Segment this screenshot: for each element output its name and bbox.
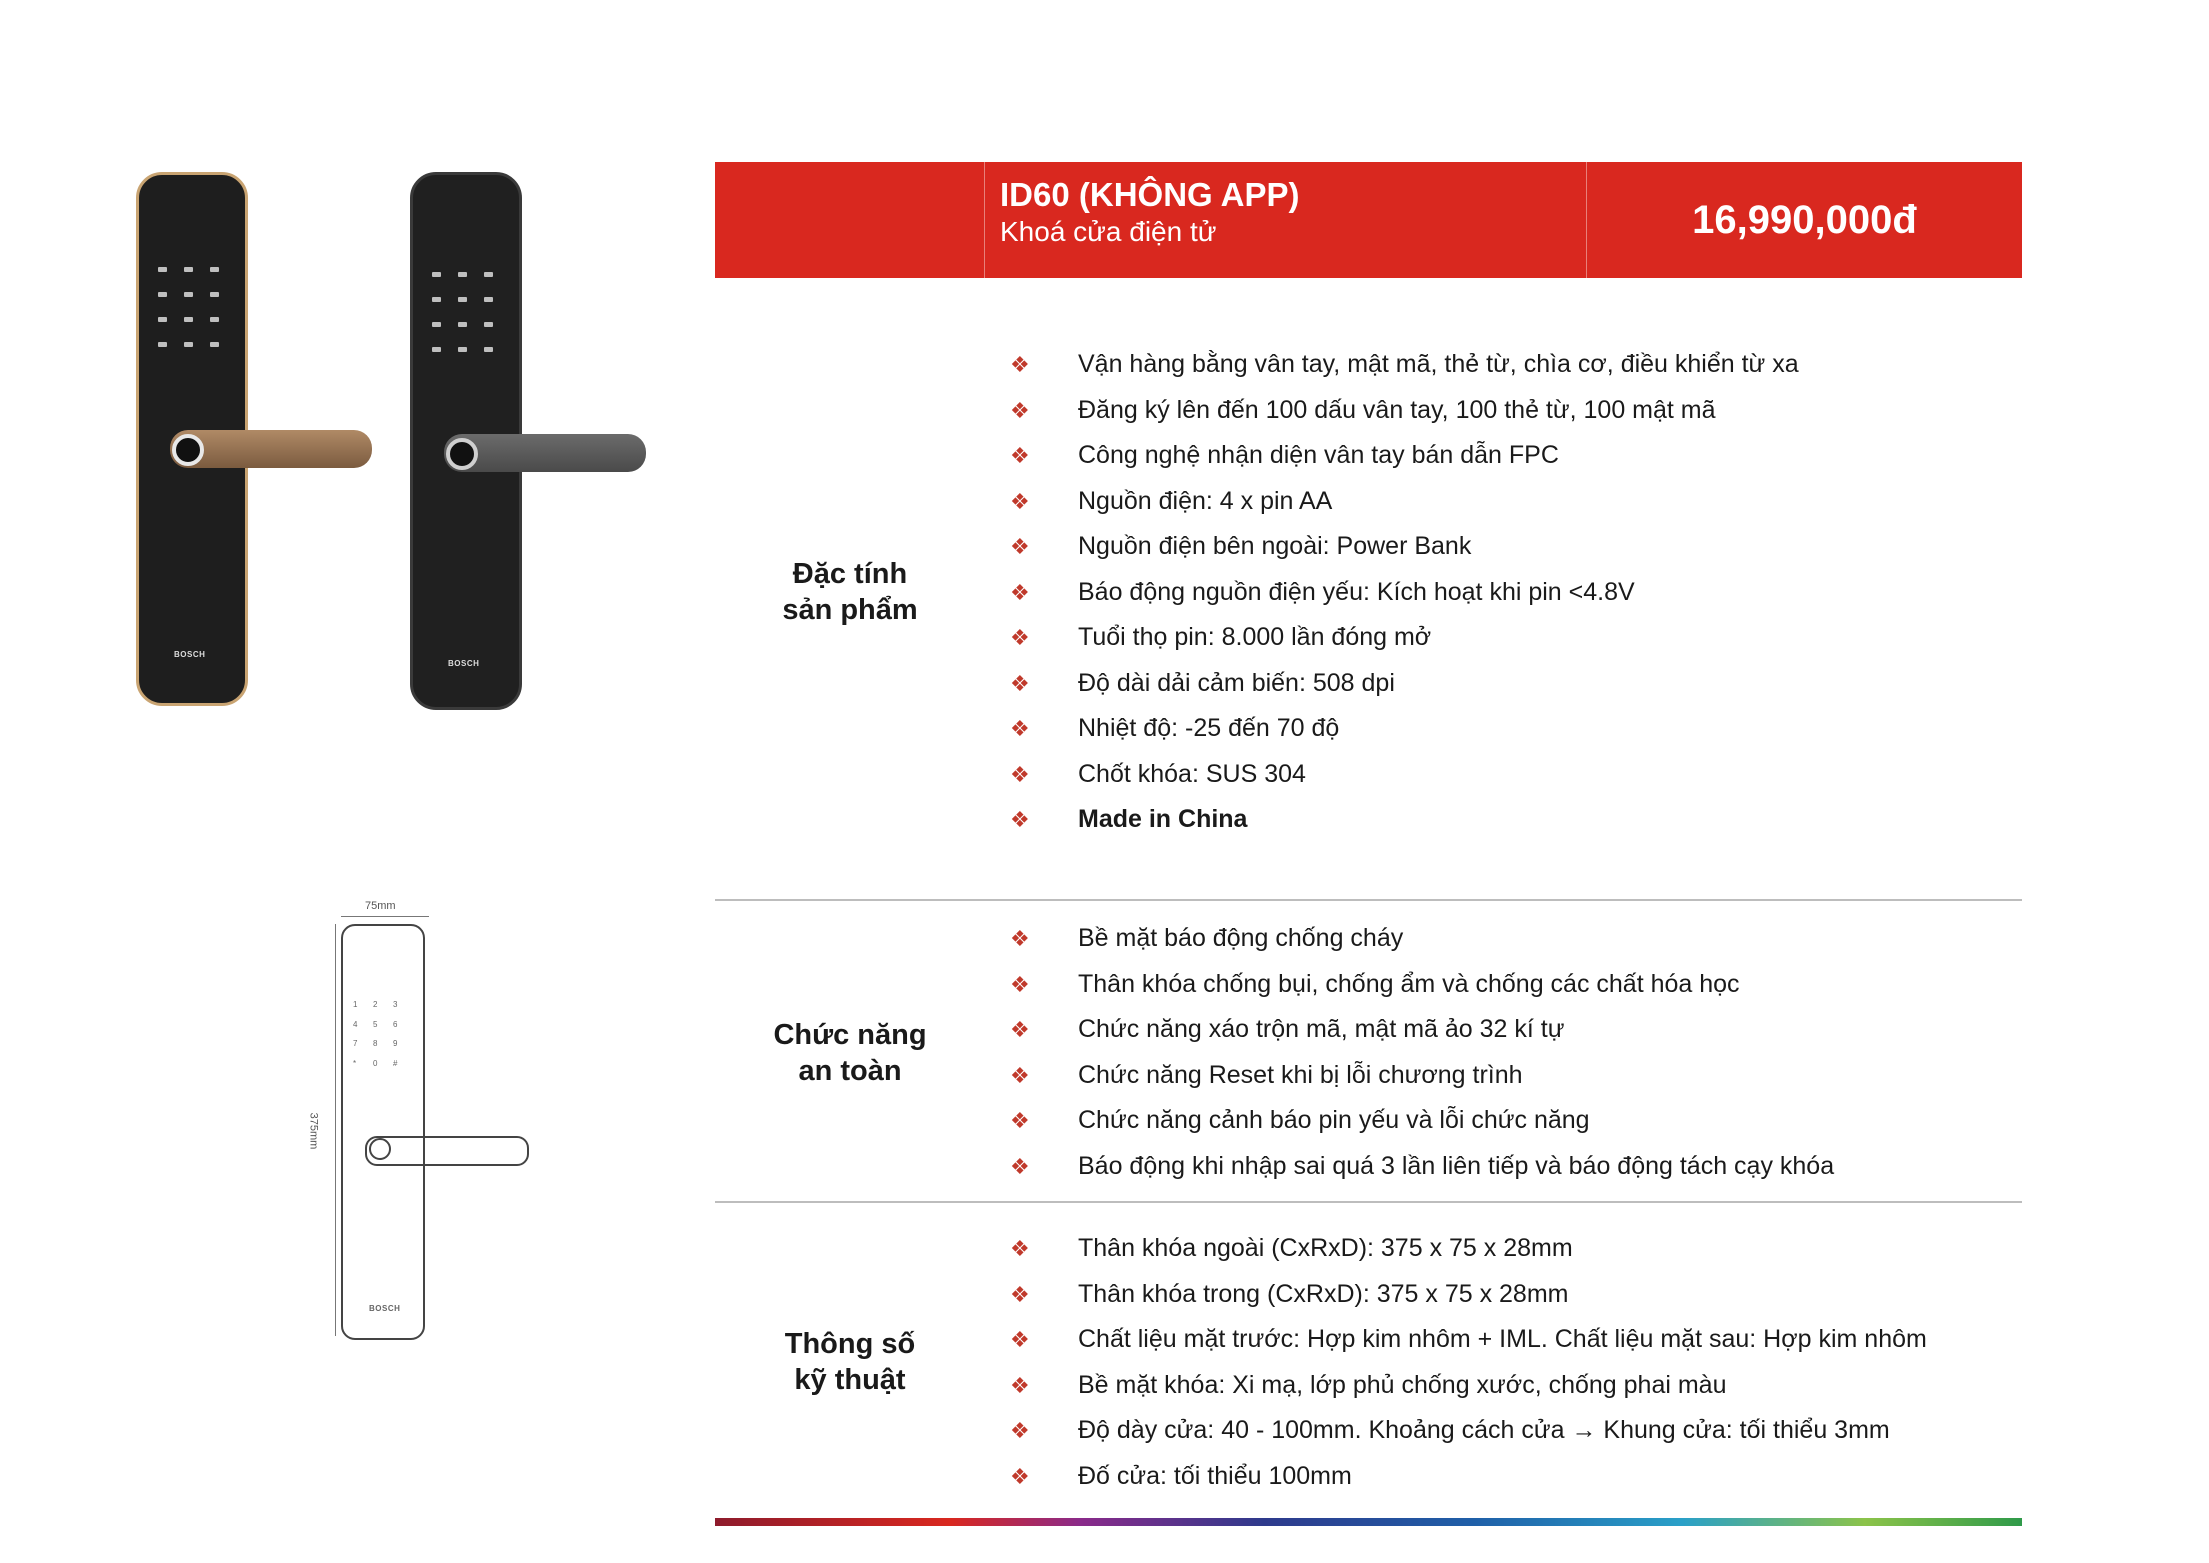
section-divider <box>715 899 2022 901</box>
key-label: 8 <box>373 1039 378 1048</box>
list-item-text: Thân khóa ngoài (CxRxD): 375 x 75 x 28mm <box>1078 1234 1573 1262</box>
list-item <box>1010 1007 1834 1053</box>
list-item <box>1010 1272 1927 1318</box>
dimension-width-label: 75mm <box>365 900 396 912</box>
list-item-text: Báo động khi nhập sai quá 3 lần liên tiếp và báo động tách cạy khóa <box>1078 1151 1835 1180</box>
product-price: 16,990,000đ <box>1692 198 1917 242</box>
list-item <box>1010 1144 1834 1190</box>
list-item <box>1010 570 1799 616</box>
list-item-text: Nguồn điện bên ngoài: Power Bank <box>1078 532 1472 560</box>
diamond-bullet-icon: ❖ <box>1010 1017 1030 1042</box>
list-item <box>1010 916 1834 962</box>
list-item <box>1010 388 1799 434</box>
list-item-text: Đăng ký lên đến 100 dấu vân tay, 100 thẻ từ, 100 mật mã <box>1078 395 1716 424</box>
list-item <box>1010 1454 1927 1500</box>
key-label: 1 <box>353 1000 358 1009</box>
technical-drawing <box>305 900 540 1360</box>
section-label-line: Đặc tính <box>792 558 908 590</box>
list-item <box>1010 615 1799 661</box>
section-divider <box>715 1201 2022 1203</box>
list-item-text: Nhiệt độ: -25 đến 70 độ <box>1078 714 1340 742</box>
diamond-bullet-icon: ❖ <box>1010 1327 1030 1352</box>
list-item-text: Chức năng Reset khi bị lỗi chương trình <box>1078 1060 1523 1089</box>
brand-label: BOSCH <box>448 659 480 668</box>
product-image-grey-lock <box>410 172 650 707</box>
list-item <box>1010 797 1799 843</box>
list-item <box>1010 1226 1927 1272</box>
diamond-bullet-icon: ❖ <box>1010 761 1030 787</box>
diamond-bullet-icon: ❖ <box>1010 971 1030 997</box>
diamond-bullet-icon: ❖ <box>1010 443 1030 468</box>
list-item <box>1010 706 1799 752</box>
product-model-title: ID60 (KHÔNG APP) <box>1000 176 1300 213</box>
list-item-text: Công nghệ nhận diện vân tay bán dẫn FPC <box>1078 441 1559 469</box>
diamond-bullet-icon: ❖ <box>1010 488 1030 514</box>
list-item <box>1010 752 1799 798</box>
list-item <box>1010 661 1799 707</box>
diamond-bullet-icon: ❖ <box>1010 807 1030 832</box>
diamond-bullet-icon: ❖ <box>1010 1236 1030 1261</box>
key-label: 4 <box>353 1019 358 1029</box>
section-label-line: an toàn <box>798 1055 902 1087</box>
list-item-text: Chốt khóa: SUS 304 <box>1078 759 1306 788</box>
list-item <box>1010 524 1799 570</box>
product-subtitle: Khoá cửa điện tử <box>1000 216 1217 247</box>
footer-color-stripe <box>715 1518 2022 1526</box>
diamond-bullet-icon: ❖ <box>1010 534 1030 559</box>
diamond-bullet-icon: ❖ <box>1010 1062 1030 1088</box>
product-image-gold-lock <box>136 172 376 702</box>
key-label: * <box>353 1058 357 1068</box>
list-item-text: Độ dày cửa: 40 - 100mm. Khoảng cách cửa → Khung cửa: tối thiểu 3mm <box>1078 1416 1890 1444</box>
diamond-bullet-icon: ❖ <box>1010 397 1030 423</box>
diamond-bullet-icon: ❖ <box>1010 1418 1030 1443</box>
list-item-text: Chất liệu mặt trước: Hợp kim nhôm + IML. Chất liệu mặt sau: Hợp kim nhôm <box>1078 1325 1927 1353</box>
list-item <box>1010 479 1799 525</box>
list-item <box>1010 1408 1927 1454</box>
list-item-text: Made in China <box>1078 805 1248 833</box>
section-label-line: Thông số <box>784 1328 916 1360</box>
fingerprint-sensor-icon <box>172 434 204 466</box>
list-item-text: Thân khóa chống bụi, chống ẩm và chống các chất hóa học <box>1078 969 1740 998</box>
list-item-text: Tuổi thọ pin: 8.000 lần đóng mở <box>1078 623 1432 651</box>
diamond-bullet-icon: ❖ <box>1010 1153 1030 1179</box>
key-label: 2 <box>373 1000 378 1009</box>
list-item-text: Nguồn điện: 4 x pin AA <box>1078 486 1333 515</box>
list-item-text: Báo động nguồn điện yếu: Kích hoạt khi pin <4.8V <box>1078 577 1635 606</box>
fingerprint-sensor-icon <box>446 438 478 470</box>
product-header <box>715 162 2022 278</box>
diamond-bullet-icon: ❖ <box>1010 579 1030 605</box>
section-label-specs <box>715 1326 985 1398</box>
key-label: # <box>393 1058 398 1068</box>
list-item <box>1010 962 1834 1008</box>
diamond-bullet-icon: ❖ <box>1010 1463 1030 1489</box>
section-label-line: Chức năng <box>773 1019 927 1051</box>
list-item-text: Chức năng cảnh báo pin yếu và lỗi chức năng <box>1078 1106 1590 1134</box>
key-label: 0 <box>373 1058 378 1068</box>
diamond-bullet-icon: ❖ <box>1010 926 1030 951</box>
brand-label: BOSCH <box>369 1304 401 1313</box>
key-label: 7 <box>353 1039 358 1048</box>
list-item-text: Chức năng xáo trộn mã, mật mã ảo 32 kí tự <box>1078 1015 1565 1043</box>
list-item <box>1010 1317 1927 1363</box>
list-item-text: Bề mặt khóa: Xi mạ, lớp phủ chống xước, chống phai màu <box>1078 1370 1727 1399</box>
features-list <box>1010 342 1799 843</box>
section-label-features <box>715 556 985 628</box>
section-label-line: sản phẩm <box>782 594 918 626</box>
list-item-text: Thân khóa trong (CxRxD): 375 x 75 x 28mm <box>1078 1279 1569 1308</box>
diamond-bullet-icon: ❖ <box>1010 670 1030 696</box>
key-label: 5 <box>373 1019 378 1029</box>
section-label-safety <box>715 1017 985 1089</box>
list-item-text: Vận hàng bằng vân tay, mật mã, thẻ từ, chìa cơ, điều khiển từ xa <box>1078 350 1799 378</box>
key-label: 3 <box>393 1000 398 1009</box>
dimension-height-label: 375mm <box>307 1112 320 1150</box>
list-item <box>1010 1098 1834 1144</box>
keypad-outline <box>353 1000 413 1070</box>
diamond-bullet-icon: ❖ <box>1010 1372 1030 1398</box>
list-item-text: Đố cửa: tối thiểu 100mm <box>1078 1461 1352 1490</box>
diamond-bullet-icon: ❖ <box>1010 625 1030 650</box>
brand-label: BOSCH <box>174 650 206 659</box>
diamond-bullet-icon: ❖ <box>1010 352 1030 377</box>
list-item <box>1010 342 1799 388</box>
key-label: 9 <box>393 1039 398 1048</box>
list-item <box>1010 1053 1834 1099</box>
list-item-text: Độ dài dải cảm biến: 508 dpi <box>1078 668 1395 697</box>
safety-list <box>1010 916 1834 1189</box>
key-label: 6 <box>393 1019 398 1029</box>
specs-list <box>1010 1226 1927 1499</box>
diamond-bullet-icon: ❖ <box>1010 1281 1030 1307</box>
fingerprint-sensor-icon <box>369 1138 391 1160</box>
list-item-text: Bề mặt báo động chống cháy <box>1078 924 1404 952</box>
diamond-bullet-icon: ❖ <box>1010 1108 1030 1133</box>
list-item <box>1010 433 1799 479</box>
list-item <box>1010 1363 1927 1409</box>
section-label-line: kỹ thuật <box>794 1364 906 1396</box>
diamond-bullet-icon: ❖ <box>1010 716 1030 741</box>
